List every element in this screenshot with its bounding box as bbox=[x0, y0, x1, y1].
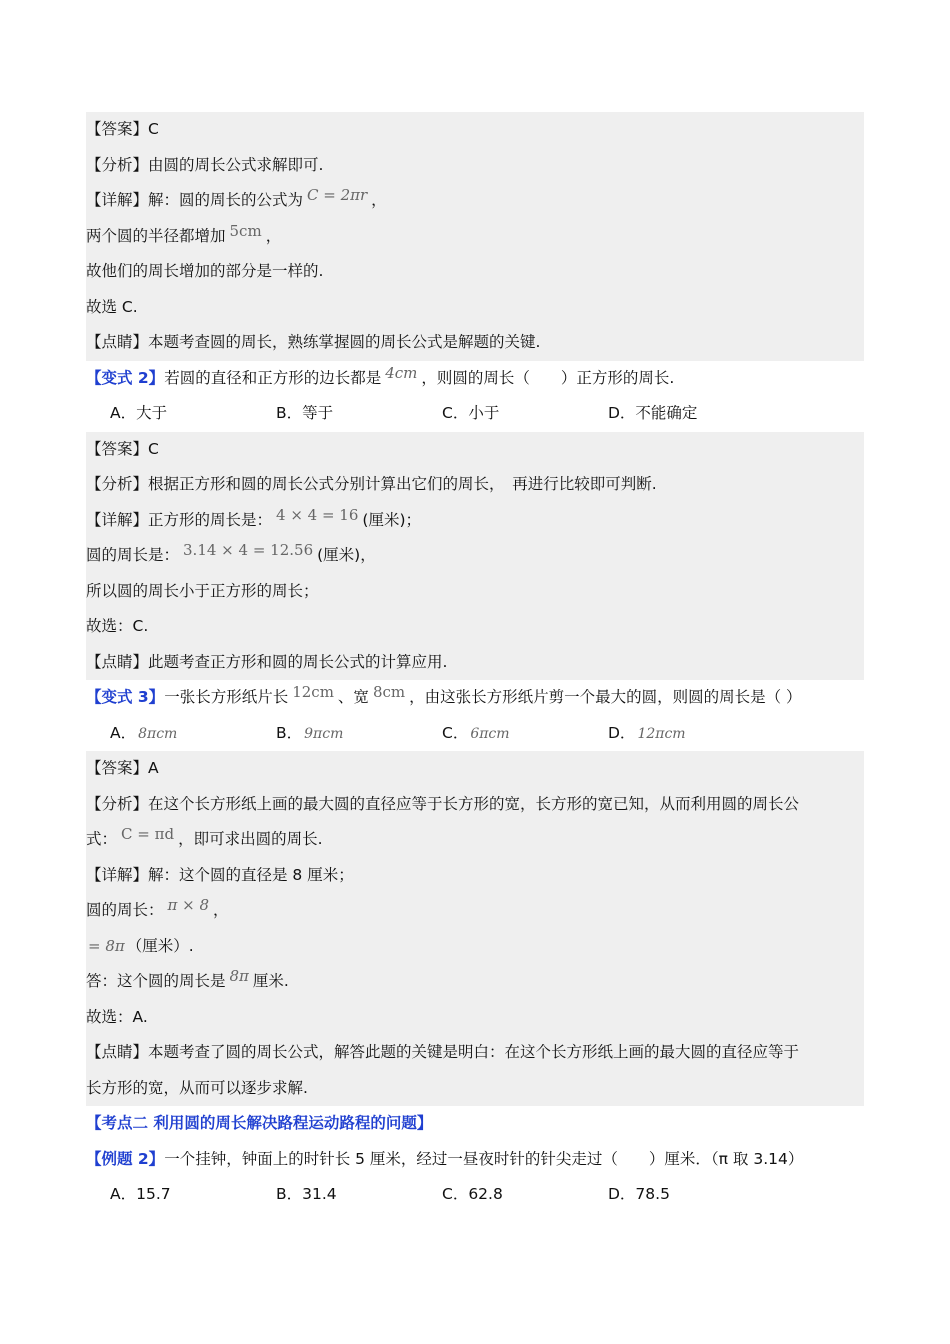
text: 两个圆的半径都增加 bbox=[86, 226, 226, 245]
option-b: B．31.4 bbox=[276, 1185, 337, 1203]
option-math: 8πcm bbox=[138, 725, 178, 742]
detail-line-3: 所以圆的周长小于正方形的周长； bbox=[86, 581, 319, 600]
example-tag: 【例题 2】 bbox=[86, 1149, 165, 1168]
option-a bbox=[110, 716, 276, 752]
detail-text: 【详解】解：圆的周长的公式为 bbox=[86, 191, 304, 209]
detail-line bbox=[86, 503, 864, 539]
analysis-line: 【分析】在这个长方形纸上画的最大圆的直径应等于长方形的宽，长方形的宽已知，从而利用圆的周长公 bbox=[86, 794, 800, 813]
variant-tag: 【变式 2】 bbox=[86, 368, 165, 387]
option-label: D． bbox=[608, 723, 636, 742]
stem-text: ，由这张长方形纸片剪一个最大的圆，则圆的周长是（ ） bbox=[409, 688, 802, 706]
option-math: 6πcm bbox=[470, 725, 510, 742]
detail-line-4 bbox=[86, 964, 864, 1000]
detail-line-2 bbox=[86, 893, 864, 929]
detail-line bbox=[86, 183, 864, 219]
example-2-stem bbox=[86, 1142, 864, 1178]
option-c: C．小于 bbox=[442, 404, 500, 422]
stem-text: 一张长方形纸片长 bbox=[164, 688, 289, 706]
text-suffix: (厘米)， bbox=[317, 546, 376, 564]
variant-2-options bbox=[86, 396, 864, 432]
text: 圆的周长： bbox=[86, 901, 164, 919]
answer-line: 【答案】C bbox=[86, 120, 159, 138]
detail-line-4: 故选 C. bbox=[86, 297, 138, 316]
text: 圆的周长是： bbox=[86, 546, 180, 564]
formula: 8π bbox=[229, 967, 249, 985]
variant-tag: 【变式 3】 bbox=[86, 688, 165, 706]
detail-line: 【详解】解：这个圆的直径是 8 厘米； bbox=[86, 865, 354, 884]
option-c: C．62.8 bbox=[442, 1185, 503, 1203]
detail-suffix: (厘米)； bbox=[362, 510, 422, 529]
detail-line-2 bbox=[86, 219, 864, 255]
option-math: 9πcm bbox=[304, 725, 344, 742]
detail-line-4: 故选：C. bbox=[86, 617, 149, 635]
option-d bbox=[608, 716, 774, 752]
stem-suffix: ，则圆的周长（ ）正方形的周长. bbox=[421, 368, 675, 387]
comment-line-2: 长方形的宽，从而可以逐步求解. bbox=[86, 1078, 308, 1097]
formula: 4cm bbox=[385, 363, 418, 382]
formula: C = πd bbox=[121, 825, 175, 843]
example-2-options bbox=[86, 1177, 864, 1213]
option-label: B． bbox=[276, 723, 303, 742]
formula: = 8π bbox=[88, 936, 125, 955]
option-c bbox=[442, 716, 608, 752]
formula: 12cm bbox=[292, 683, 334, 701]
formula: C = 2πr bbox=[307, 186, 368, 204]
analysis-line: 【分析】由圆的周长公式求解即可. bbox=[86, 155, 324, 174]
option-b bbox=[276, 716, 442, 752]
comment-line: 【点睛】本题考查圆的周长，熟练掌握圆的周长公式是解题的关键. bbox=[86, 333, 541, 351]
document-page bbox=[86, 112, 864, 1213]
stem-text: 、宽 bbox=[337, 688, 369, 706]
formula: 4 × 4 = 16 bbox=[276, 505, 359, 524]
stem-text: 若圆的直径和正方形的边长都是 bbox=[164, 368, 382, 387]
text-suffix: ， bbox=[213, 901, 229, 919]
solution-block-1 bbox=[86, 112, 864, 361]
variant-2-stem bbox=[86, 361, 864, 397]
detail-suffix: ， bbox=[371, 191, 387, 209]
option-label: C． bbox=[442, 723, 469, 742]
text-suffix: （厘米）. bbox=[126, 936, 194, 955]
solution-block-3 bbox=[86, 751, 864, 1106]
detail-line-5: 故选：A. bbox=[86, 1007, 148, 1026]
answer-line: 【答案】A bbox=[86, 759, 159, 777]
comment-line: 【点睛】本题考查了圆的周长公式，解答此题的关键是明白：在这个长方形纸上画的最大圆的直径应等于 bbox=[86, 1043, 800, 1061]
variant-3-options bbox=[86, 716, 864, 752]
detail-text: 【详解】正方形的周长是： bbox=[86, 510, 273, 529]
option-d: D．不能确定 bbox=[608, 404, 698, 422]
option-d: D．78.5 bbox=[608, 1185, 670, 1203]
option-a: A．大于 bbox=[110, 404, 168, 422]
answer-line: 【答案】C bbox=[86, 439, 159, 458]
solution-block-2 bbox=[86, 432, 864, 681]
analysis-line-2 bbox=[86, 822, 864, 858]
option-label: A． bbox=[110, 723, 137, 742]
analysis-line: 【分析】根据正方形和圆的周长公式分别计算出它们的周长， 再进行比较即可判断. bbox=[86, 475, 657, 493]
stem-text: 一个挂钟，钟面上的时针长 5 厘米，经过一昼夜时针的针尖走过（ ）厘米．（π 取 3.14） bbox=[164, 1149, 804, 1168]
text-suffix: ，即可求出圆的周长. bbox=[178, 830, 323, 848]
formula: 3.14 × 4 = 12.56 bbox=[183, 541, 314, 559]
text-suffix: ， bbox=[265, 226, 282, 245]
text: 答：这个圆的周长是 bbox=[86, 972, 226, 990]
formula: 5cm bbox=[229, 221, 262, 240]
option-b: B．等于 bbox=[276, 404, 334, 422]
option-a: A．15.7 bbox=[110, 1185, 171, 1203]
comment-line: 【点睛】此题考查正方形和圆的周长公式的计算应用. bbox=[86, 652, 448, 671]
detail-line-2 bbox=[86, 538, 864, 574]
detail-line-3 bbox=[86, 929, 864, 965]
detail-line-3: 故他们的周长增加的部分是一样的. bbox=[86, 262, 324, 280]
section-title: 【考点二 利用圆的周长解决路程运动路程的问题】 bbox=[86, 1114, 433, 1132]
text: 式： bbox=[86, 830, 118, 848]
text-suffix: 厘米. bbox=[252, 972, 289, 990]
variant-3-stem bbox=[86, 680, 864, 716]
formula: π × 8 bbox=[167, 896, 210, 914]
formula: 8cm bbox=[372, 683, 406, 701]
option-math: 12πcm bbox=[637, 725, 686, 742]
